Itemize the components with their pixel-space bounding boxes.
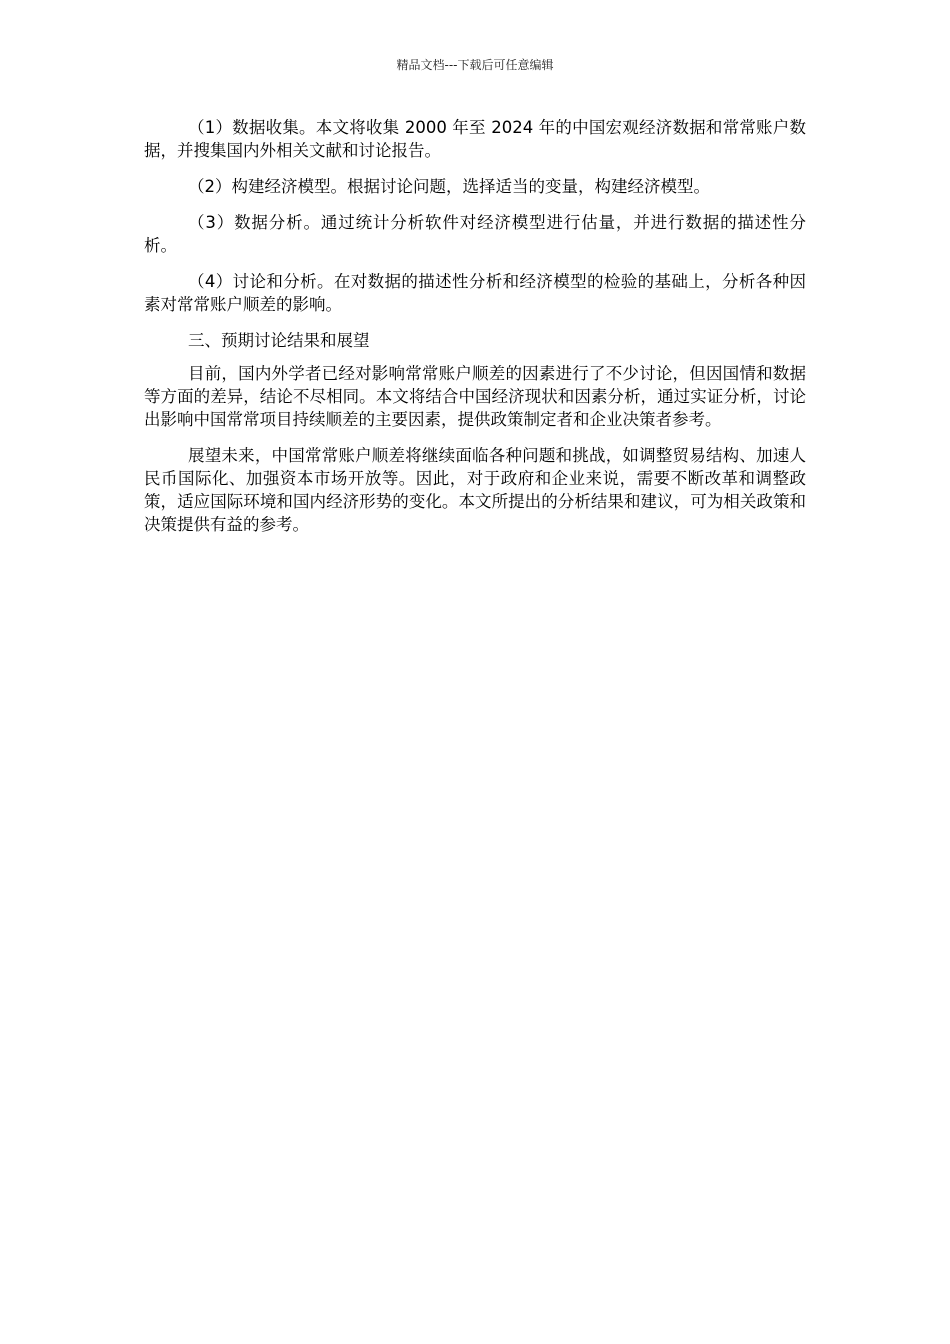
method-step-data-collection: （1）数据收集。本文将收集 2000 年至 2024 年的中国宏观经济数据和常常账户数据，并搜集国内外相关文献和讨论报告。 (144, 118, 806, 160)
page-header: 精品文档---下载后可任意编辑 (396, 58, 554, 72)
conclusion-paragraph-outlook: 展望未来，中国常常账户顺差将继续面临各种问题和挑战，如调整贸易结构、加速人民币国际化、加强资本市场开放等。因此，对于政府和企业来说，需要不断改革和调整政策，适应国际环境和国内经济形势的变化。本文所提出的分析结果和建议，可为相关政策和决策提供有益的参考。 (144, 446, 806, 534)
method-step-discussion: （4）讨论和分析。在对数据的描述性分析和经济模型的检验的基础上，分析各种因素对常常账户顺差的影响。 (144, 272, 806, 314)
method-step-model-building: （2）构建经济模型。根据讨论问题，选择适当的变量，构建经济模型。 (188, 177, 710, 196)
document-body (144, 116, 806, 549)
conclusion-paragraph-current: 目前，国内外学者已经对影响常常账户顺差的因素进行了不少讨论，但因国情和数据等方面的差异，结论不尽相同。本文将结合中国经济现状和因素分析，通过实证分析，讨论出影响中国常常项目持续顺差的主要因素，提供政策制定者和企业决策者参考。 (144, 364, 806, 429)
method-step-data-analysis: （3）数据分析。通过统计分析软件对经济模型进行估量，并进行数据的描述性分析。 (144, 213, 806, 255)
section-heading: 三、预期讨论结果和展望 (188, 331, 370, 350)
